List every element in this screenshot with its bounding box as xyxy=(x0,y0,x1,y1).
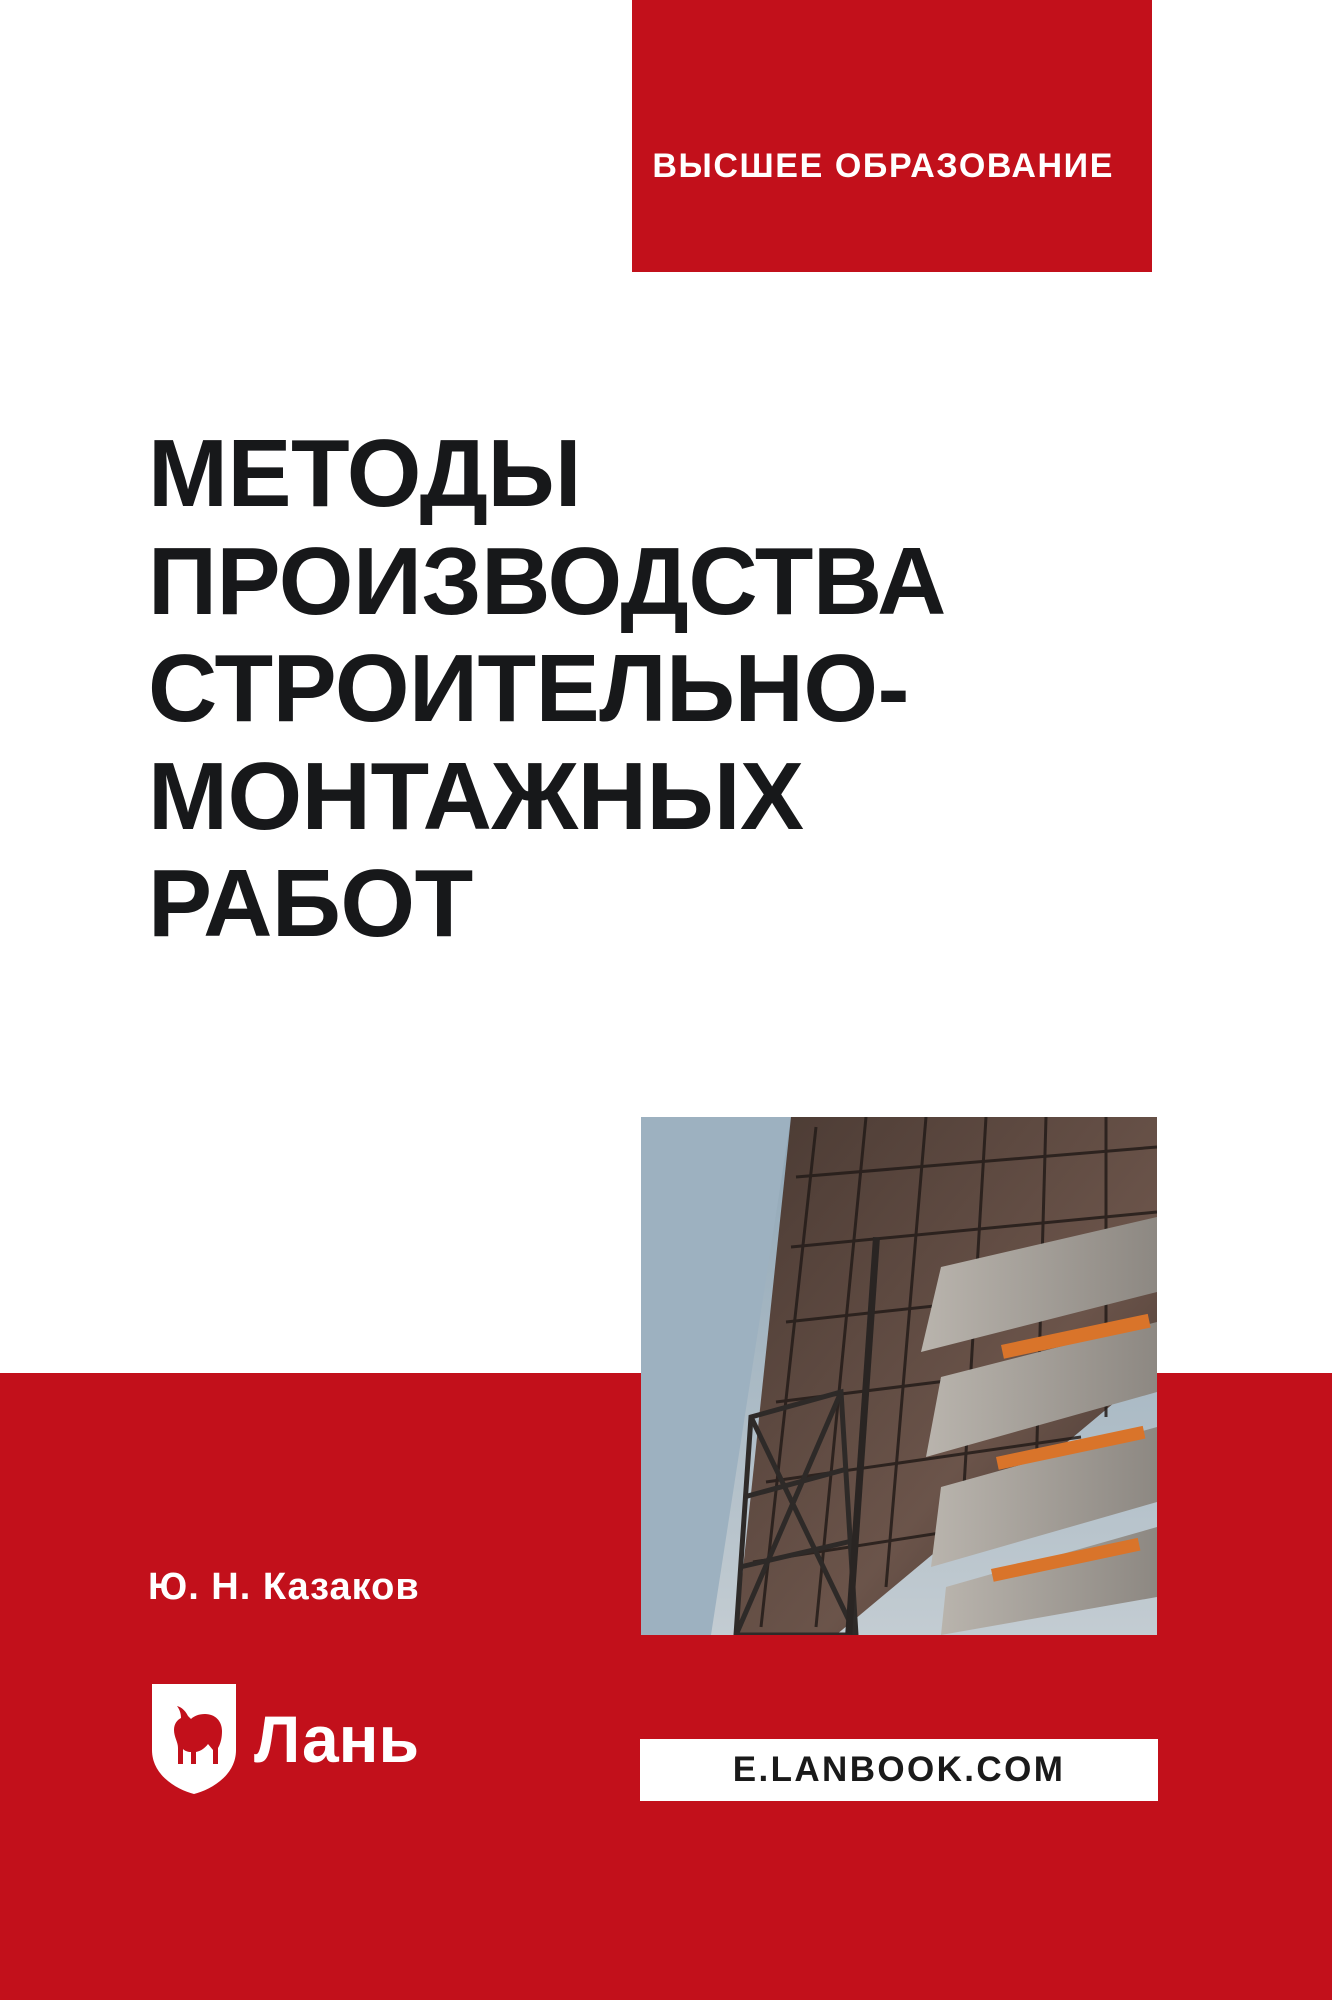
title-line-5: РАБОТ xyxy=(148,850,473,958)
author-name: Ю. Н. Казаков xyxy=(148,1566,420,1608)
publisher-logo xyxy=(148,1680,419,1798)
publisher-name: Лань xyxy=(254,1702,420,1776)
page-title xyxy=(148,420,1148,958)
series-banner xyxy=(632,0,1152,272)
title-line-2: ПРОИЗВОДСТВА xyxy=(148,527,946,635)
website-badge[interactable] xyxy=(640,1739,1158,1801)
title-line-1: МЕТОДЫ xyxy=(148,420,582,527)
title-line-4: МОНТАЖНЫХ xyxy=(148,742,804,850)
series-label: ВЫСШЕЕ ОБРАЗОВАНИЕ xyxy=(652,147,1114,185)
website-url: E.LANBOOK.COM xyxy=(732,1750,1066,1789)
construction-building-photo xyxy=(641,1117,1157,1635)
shield-deer-icon xyxy=(148,1680,240,1798)
title-line-3: СТРОИТЕЛЬНО- xyxy=(148,635,910,743)
